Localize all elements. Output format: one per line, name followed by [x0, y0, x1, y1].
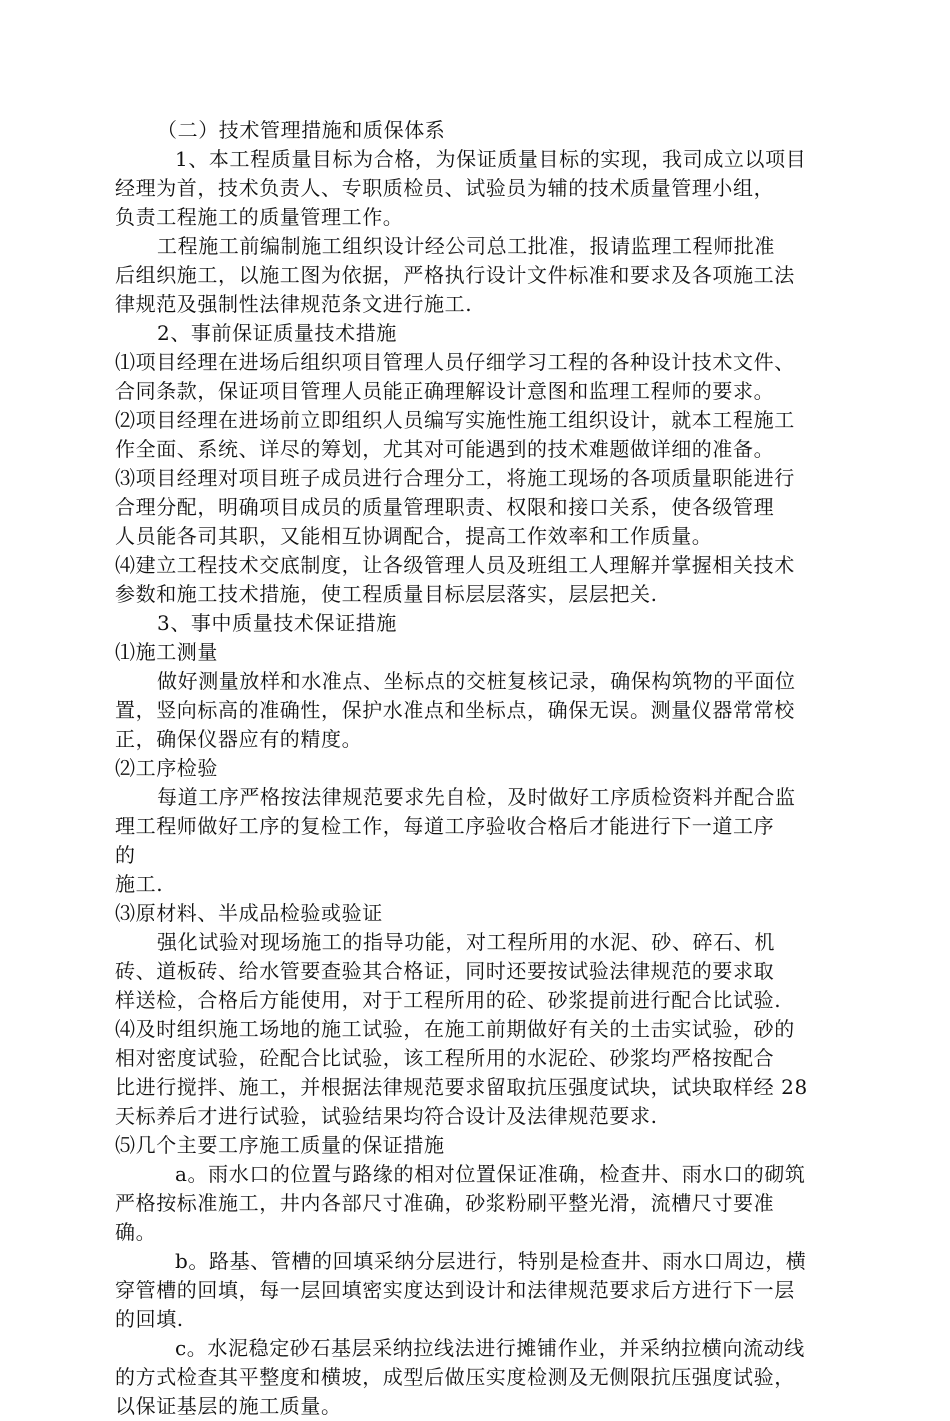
text-line: 穿管槽的回填，每一层回填密实度达到设计和法律规范要求后方进行下一层 — [115, 1278, 795, 1302]
text-line: 人员能各司其职，又能相互协调配合，提高工作效率和工作质量。 — [115, 524, 713, 548]
text-line: 的 — [115, 843, 136, 867]
text-line: 经理为首，技术负责人、专职质检员、试验员为辅的技术质量管理小组， — [115, 176, 775, 200]
text-line: 合理分配，明确项目成员的质量管理职责、权限和接口关系，使各级管理 — [115, 495, 775, 519]
text-line: 天标养后才进行试验，试验结果均符合设计及法律规范要求. — [115, 1104, 658, 1128]
text-line: 以保证基层的施工质量。 — [115, 1394, 342, 1418]
text-line: 正，确保仪器应有的精度。 — [115, 727, 363, 751]
text-line: 严格按标准施工，井内各部尺寸准确，砂浆粉刷平整光滑，流槽尺寸要准 — [115, 1191, 775, 1215]
text-line: 比进行搅拌、施工，并根据法律规范要求留取抗压强度试块，试块取样经 28 — [115, 1075, 808, 1099]
text-line: ⑵项目经理在进场前立即组织人员编写实施性施工组织设计，就本工程施工 — [115, 408, 795, 432]
text-line: c。水泥稳定砂石基层采纳拉线法进行摊铺作业，并采纳拉横向流动线 — [175, 1336, 805, 1360]
text-line: 1、本工程质量目标为合格，为保证质量目标的实现，我司成立以项目 — [175, 147, 807, 171]
text-line: 相对密度试验，砼配合比试验，该工程所用的水泥砼、砂浆均严格按配合 — [115, 1046, 775, 1070]
text-line: ⑴施工测量 — [115, 640, 218, 664]
text-line: 每道工序严格按法律规范要求先自检，及时做好工序质检资料并配合监 — [157, 785, 796, 809]
text-line: 理工程师做好工序的复检工作，每道工序验收合格后才能进行下一道工序 — [115, 814, 775, 838]
text-line: b。路基、管槽的回填采纳分层进行，特别是检查井、雨水口周边，横 — [175, 1249, 807, 1273]
text-line: 的方式检查其平整度和横坡，成型后做压实度检测及无侧限抗压强度试验， — [115, 1365, 795, 1389]
text-line: ⑶项目经理对项目班子成员进行合理分工，将施工现场的各项质量职能进行 — [115, 466, 795, 490]
text-line: 样送检，合格后方能使用，对于工程所用的砼、砂浆提前进行配合比试验. — [115, 988, 782, 1012]
text-line: （二）技术管理措施和质保体系 — [157, 118, 446, 142]
text-line: ⑷建立工程技术交底制度，让各级管理人员及班组工人理解并掌握相关技术 — [115, 553, 795, 577]
text-line: 做好测量放样和水准点、坐标点的交桩复核记录，确保构筑物的平面位 — [157, 669, 796, 693]
text-line: 确。 — [115, 1220, 157, 1244]
text-line: 参数和施工技术措施，使工程质量目标层层落实，层层把关. — [115, 582, 658, 606]
document-body — [115, 116, 855, 1421]
text-line: ⑷及时组织施工场地的施工试验，在施工前期做好有关的土击实试验，砂的 — [115, 1017, 795, 1041]
text-line: 作全面、系统、详尽的筹划，尤其对可能遇到的技术难题做详细的准备。 — [115, 437, 775, 461]
text-line: 置，竖向标高的准确性，保护水准点和坐标点，确保无误。测量仪器常常校 — [115, 698, 795, 722]
text-line: 3、事中质量技术保证措施 — [157, 611, 397, 635]
text-line: 合同条款，保证项目管理人员能正确理解设计意图和监理工程师的要求。 — [115, 379, 775, 403]
text-line: 2、事前保证质量技术措施 — [157, 321, 397, 345]
text-line: ⑴项目经理在进场后组织项目管理人员仔细学习工程的各种设计技术文件、 — [115, 350, 795, 374]
text-line: 强化试验对现场施工的指导功能，对工程所用的水泥、砂、碎石、机 — [157, 930, 775, 954]
text-line: 律规范及强制性法律规范条文进行施工. — [115, 292, 473, 316]
text-line: ⑸几个主要工序施工质量的保证措施 — [115, 1133, 445, 1157]
text-line: ⑶原材料、半成品检验或验证 — [115, 901, 383, 925]
text-line: 后组织施工，以施工图为依据，严格执行设计文件标准和要求及各项施工法 — [115, 263, 795, 287]
text-line: 负责工程施工的质量管理工作。 — [115, 205, 404, 229]
text-line: ⑵工序检验 — [115, 756, 218, 780]
text-line: a。雨水口的位置与路缘的相对位置保证准确，检查井、雨水口的砌筑 — [175, 1162, 806, 1186]
text-line: 施工. — [115, 872, 164, 896]
text-line: 工程施工前编制施工组织设计经公司总工批准，报请监理工程师批准 — [157, 234, 775, 258]
text-line: 砖、道板砖、给水管要查验其合格证，同时还要按试验法律规范的要求取 — [115, 959, 775, 983]
text-line: 的回填. — [115, 1307, 184, 1331]
